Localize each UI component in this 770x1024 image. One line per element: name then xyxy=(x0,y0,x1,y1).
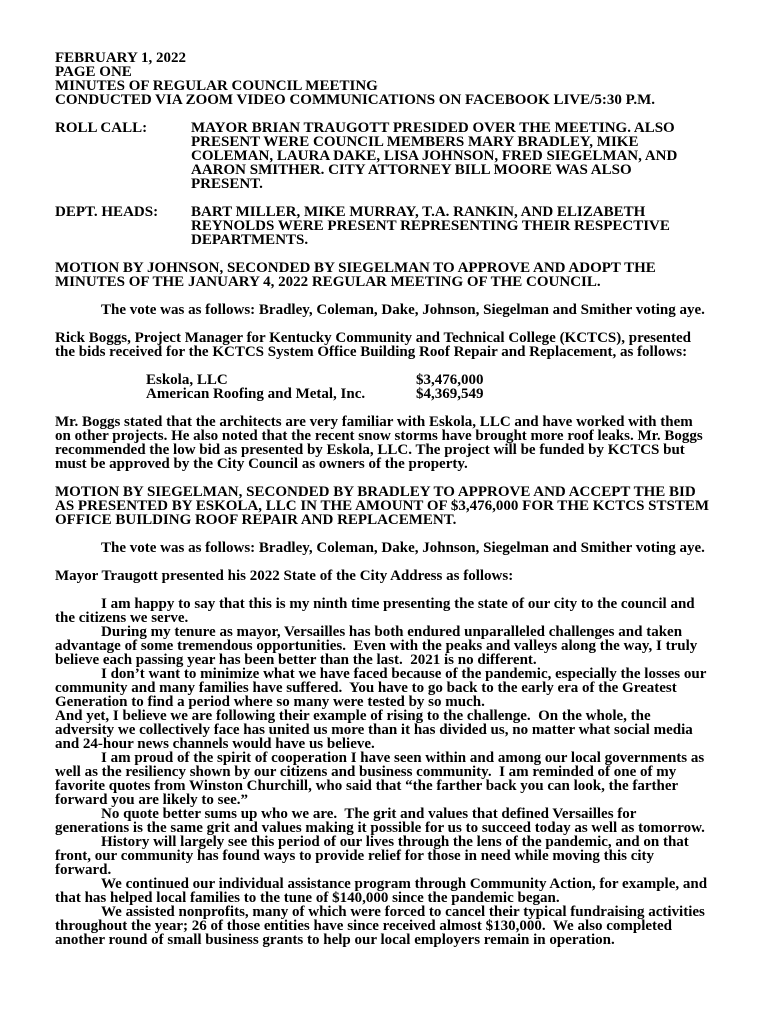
bidder-name: Eskola, LLC xyxy=(146,372,228,388)
address-paragraph xyxy=(55,905,770,947)
address-line: throughout the year; 26 of those entities have since received almost $130,000. We also completed xyxy=(55,918,673,934)
roll-call-line: AARON SMITHER. CITY ATTORNEY BILL MOORE WAS ALSO xyxy=(191,162,632,178)
bid-row xyxy=(55,373,770,387)
minutes-title: MINUTES OF REGULAR COUNCIL MEETING xyxy=(55,78,378,94)
address-line: believe each passing year has been better than the last. 2021 is no different. xyxy=(55,652,537,668)
roll-call-line: MAYOR BRIAN TRAUGOTT PRESIDED OVER THE MEETING. ALSO xyxy=(191,120,675,136)
roll-call-line: PRESENT. xyxy=(191,176,263,192)
roll-call-text xyxy=(191,121,677,191)
dept-heads-line: BART MILLER, MIKE MURRAY, T.A. RANKIN, AND ELIZABETH xyxy=(191,204,646,220)
address-line: Generation to find a period where so many were tested by so much. xyxy=(55,694,485,710)
address-line: I am happy to say that this is my ninth time presenting the state of our city to the council and xyxy=(101,596,695,612)
dept-heads-label: DEPT. HEADS: xyxy=(55,204,159,220)
paragraph-line: the bids received for the KCTCS System Office Building Roof Repair and Replacement, as follows: xyxy=(55,344,688,360)
bidder-name: American Roofing and Metal, Inc. xyxy=(146,386,366,402)
dept-heads-section xyxy=(55,205,770,247)
roll-call-line: PRESENT WERE COUNCIL MEMBERS MARY BRADLEY, MIKE xyxy=(191,134,639,150)
address-line: I don’t want to minimize what we have faced because of the pandemic, especially the losses our xyxy=(101,666,707,682)
motion-line: MOTION BY JOHNSON, SECONDED BY SIEGELMAN TO APPROVE AND ADOPT THE xyxy=(55,260,656,276)
vote-line: The vote was as follows: Bradley, Coleman, Dake, Johnson, Siegelman and Smither voting aye. xyxy=(101,540,705,556)
vote-record-minutes xyxy=(55,303,770,317)
state-of-city-address xyxy=(55,597,770,947)
motion-approve-minutes xyxy=(55,261,770,289)
dept-heads-line: REYNOLDS WERE PRESENT REPRESENTING THEIR RESPECTIVE xyxy=(191,218,670,234)
document-header xyxy=(55,51,770,107)
address-paragraph xyxy=(55,877,770,905)
address-paragraph xyxy=(55,709,770,751)
paragraph-line: on other projects. He also noted that the recent snow storms have brought more roof leaks. Mr. Boggs xyxy=(55,428,703,444)
bid-amount: $3,476,000 xyxy=(416,372,484,388)
address-line: We continued our individual assistance program through Community Action, for example, and xyxy=(101,876,708,892)
motion-line: MOTION BY SIEGELMAN, SECONDED BY BRADLEY TO APPROVE AND ACCEPT THE BID xyxy=(55,484,696,500)
address-line: forward you are likely to see.” xyxy=(55,792,249,808)
address-line: adversity we collectively face has united us more than it has divided us, no matter what social media xyxy=(55,722,693,738)
address-paragraph xyxy=(55,807,770,835)
paragraph-line: must be approved by the City Council as owners of the property. xyxy=(55,456,468,472)
meeting-format: CONDUCTED VIA ZOOM VIDEO COMMUNICATIONS ON FACEBOOK LIVE/5:30 P.M. xyxy=(55,92,656,108)
paragraph-line: Rick Boggs, Project Manager for Kentucky Community and Technical College (KCTCS), presented xyxy=(55,330,691,346)
address-line: We assisted nonprofits, many of which were forced to cancel their typical fundraising activities xyxy=(101,904,705,920)
address-line: that has helped local families to the tune of $140,000 since the pandemic began. xyxy=(55,890,560,906)
boggs-statement-paragraph xyxy=(55,415,770,471)
paragraph-line: Mr. Boggs stated that the architects are very familiar with Eskola, LLC and have worked with them xyxy=(55,414,693,430)
motion-accept-bid xyxy=(55,485,770,527)
roll-call-section xyxy=(55,121,770,191)
address-line: No quote better sums up who we are. The grit and values that defined Versailles for xyxy=(101,806,637,822)
address-line: front, our community has found ways to provide relief for those in need while moving this city xyxy=(55,848,655,864)
address-line: advantage of some tremendous opportunities. Even with the peaks and valleys along the way, I truly xyxy=(55,638,698,654)
address-line: and 24-hour news channels would have us believe. xyxy=(55,736,375,752)
bid-list xyxy=(55,373,770,401)
vote-line: The vote was as follows: Bradley, Coleman, Dake, Johnson, Siegelman and Smither voting aye. xyxy=(101,302,705,318)
roll-call-line: COLEMAN, LAURA DAKE, LISA JOHNSON, FRED SIEGELMAN, AND xyxy=(191,148,678,164)
bids-intro-paragraph xyxy=(55,331,770,359)
address-line: the citizens we serve. xyxy=(55,610,189,626)
meeting-date: FEBRUARY 1, 2022 xyxy=(55,50,187,66)
paragraph-line: Mayor Traugott presented his 2022 State of the City Address as follows: xyxy=(55,568,514,584)
address-line: generations is the same grit and values making it possible for us to succeed today as well as tomorrow. xyxy=(55,820,705,836)
address-line: well as the resiliency shown by our citizens and business community. I am reminded of one of my xyxy=(55,764,677,780)
address-line: community and many families have suffered. You have to go back to the early era of the Greatest xyxy=(55,680,677,696)
address-line: another round of small business grants to help our local employers remain in operation. xyxy=(55,932,615,948)
address-paragraph xyxy=(55,625,770,667)
address-intro xyxy=(55,569,770,583)
vote-record-bid xyxy=(55,541,770,555)
motion-line: OFFICE BUILDING ROOF REPAIR AND REPLACEMENT. xyxy=(55,512,457,528)
address-paragraph xyxy=(55,597,770,625)
address-line: forward. xyxy=(55,862,112,878)
address-paragraph xyxy=(55,835,770,877)
bid-row xyxy=(55,387,770,401)
dept-heads-text xyxy=(191,205,670,247)
paragraph-line: recommended the low bid as presented by Eskola, LLC. The project will be funded by KCTCS but xyxy=(55,442,685,458)
motion-line: MINUTES OF THE JANUARY 4, 2022 REGULAR MEETING OF THE COUNCIL. xyxy=(55,274,601,290)
address-paragraph xyxy=(55,751,770,807)
address-line: History will largely see this period of our lives through the lens of the pandemic, and on that xyxy=(101,834,689,850)
address-line: I am proud of the spirit of cooperation I have seen within and among our local governments as xyxy=(101,750,705,766)
address-line: And yet, I believe we are following their example of rising to the challenge. On the whole, the xyxy=(55,708,651,724)
address-line: favorite quotes from Winston Churchill, who said that “the farther back you can look, the farther xyxy=(55,778,679,794)
motion-line: AS PRESENTED BY ESKOLA, LLC IN THE AMOUNT OF $3,476,000 FOR THE KCTCS STSTEM xyxy=(55,498,710,514)
dept-heads-line: DEPARTMENTS. xyxy=(191,232,309,248)
bid-amount: $4,369,549 xyxy=(416,386,484,402)
address-line: During my tenure as mayor, Versailles has both endured unparalleled challenges and taken xyxy=(101,624,683,640)
address-paragraph xyxy=(55,667,770,709)
page-label: PAGE ONE xyxy=(55,64,132,80)
roll-call-label: ROLL CALL: xyxy=(55,120,148,136)
